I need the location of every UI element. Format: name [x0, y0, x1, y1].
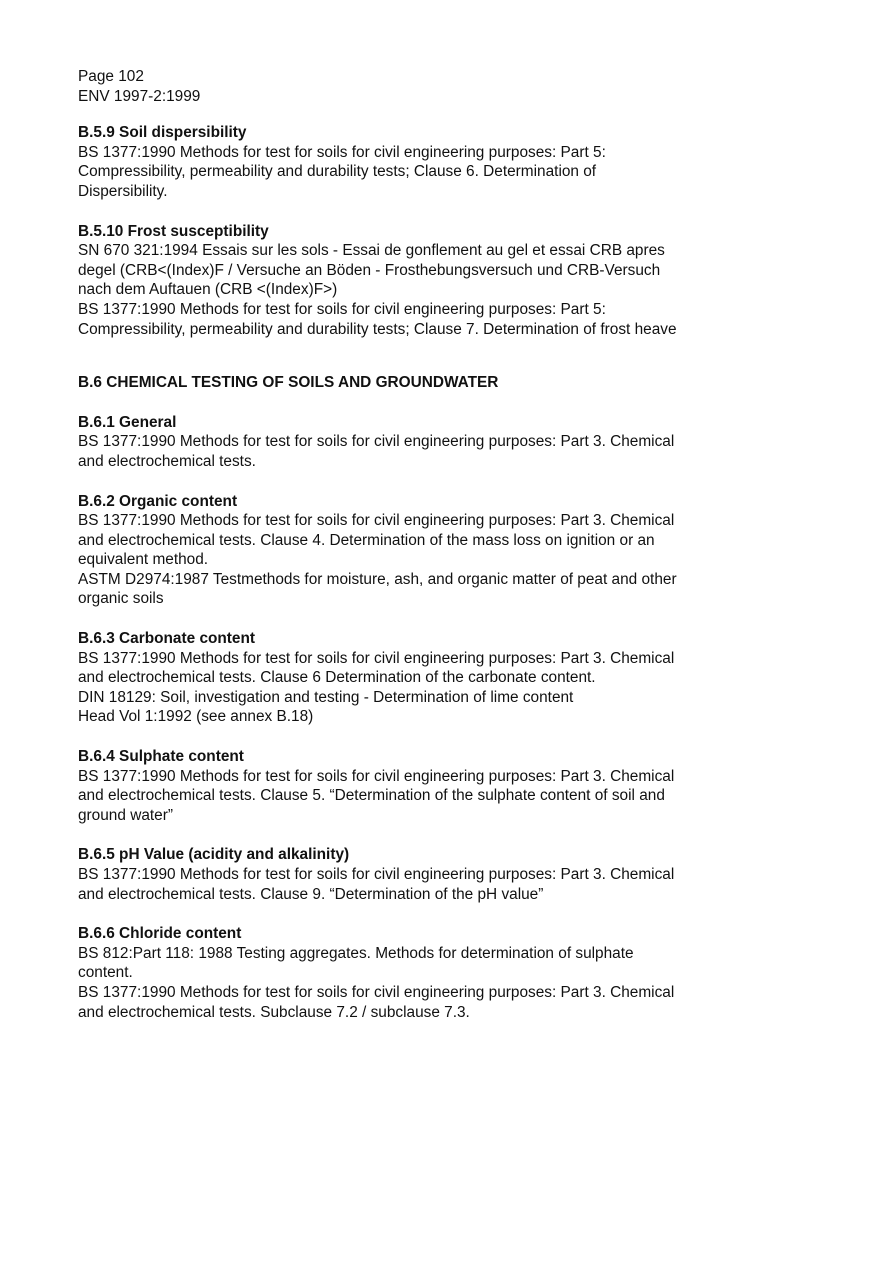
text-line: Compressibility, permeability and durability tests; Clause 7. Determination of frost heave [78, 320, 677, 338]
section-heading: B.6.3 Carbonate content [78, 630, 256, 648]
text-line: organic soils [78, 590, 164, 608]
text-line: and electrochemical tests. Clause 9. “Determination of the pH value” [78, 885, 544, 903]
text-line: BS 1377:1990 Methods for test for soils for civil engineering purposes: Part 3. Chemical [78, 767, 675, 785]
section-b-6-2 [78, 492, 778, 610]
section-heading: B.6.2 Organic content [78, 492, 238, 510]
text-line: and electrochemical tests. [78, 452, 256, 470]
text-line: BS 1377:1990 Methods for test for soils for civil engineering purposes: Part 5: [78, 300, 606, 318]
section-heading: B.5.9 Soil dispersibility [78, 124, 247, 142]
text-line: and electrochemical tests. Subclause 7.2 / subclause 7.3. [78, 1003, 470, 1021]
text-line: Compressibility, permeability and durability tests; Clause 6. Determination of [78, 163, 597, 181]
section-b-6-1 [78, 413, 778, 472]
text-line: Dispersibility. [78, 182, 168, 200]
section-b-6-6 [78, 924, 778, 1022]
text-line: BS 1377:1990 Methods for test for soils for civil engineering purposes: Part 3. Chemical [78, 866, 675, 883]
text-line: BS 1377:1990 Methods for test for soils for civil engineering purposes: Part 3. Chemical [78, 983, 675, 1001]
section-b-6-5 [78, 845, 778, 904]
section-heading: B.5.10 Frost susceptibility [78, 222, 269, 240]
text-line: and electrochemical tests. Clause 5. “Determination of the sulphate content of soil and [78, 787, 665, 805]
text-line: ground water” [78, 806, 173, 824]
text-line: degel (CRB<(Index)F / Versuche an Böden - Frosthebungsversuch und CRB-Versuch [78, 261, 661, 279]
section-b-5-9 [78, 123, 778, 201]
section-heading: B.6.4 Sulphate content [78, 748, 244, 766]
text-line: Head Vol 1:1992 (see annex B.18) [78, 708, 314, 726]
section-heading: B.6.1 General [78, 413, 177, 431]
page-number: Page 102 [78, 68, 144, 85]
text-line: BS 812:Part 118: 1988 Testing aggregates. Methods for determination of sulphate [78, 944, 634, 962]
text-line: BS 1377:1990 Methods for test for soils for civil engineering purposes: Part 3. Chemical [78, 433, 675, 451]
text-line: BS 1377:1990 Methods for test for soils for civil engineering purposes: Part 3. Chemical [78, 512, 675, 530]
text-line: DIN 18129: Soil, investigation and testing - Determination of lime content [78, 688, 574, 706]
section-b-6-4 [78, 747, 778, 825]
text-line: nach dem Auftauen (CRB <(Index)F>) [78, 281, 338, 299]
section-heading: B.6.6 Chloride content [78, 925, 242, 943]
chapter-heading: B.6 CHEMICAL TESTING OF SOILS AND GROUNDWATER [78, 374, 499, 392]
text-line: content. [78, 964, 133, 982]
section-heading: B.6.5 pH Value (acidity and alkalinity) [78, 846, 350, 864]
text-line: SN 670 321:1994 Essais sur les sols - Essai de gonflement au gel et essai CRB apres [78, 242, 665, 260]
section-b-5-10 [78, 222, 778, 340]
text-line: BS 1377:1990 Methods for test for soils for civil engineering purposes: Part 5: [78, 143, 606, 161]
text-line: and electrochemical tests. Clause 4. Determination of the mass loss on ignition or an [78, 531, 655, 549]
text-line: and electrochemical tests. Clause 6 Determination of the carbonate content. [78, 669, 596, 687]
document-page [78, 67, 778, 1022]
text-line: ASTM D2974:1987 Testmethods for moisture, ash, and organic matter of peat and other [78, 570, 677, 588]
text-line: equivalent method. [78, 551, 209, 569]
text-line: BS 1377:1990 Methods for test for soils for civil engineering purposes: Part 3. Chemical [78, 649, 675, 667]
section-b-6-3 [78, 629, 778, 727]
standard-reference: ENV 1997-2:1999 [78, 87, 201, 105]
